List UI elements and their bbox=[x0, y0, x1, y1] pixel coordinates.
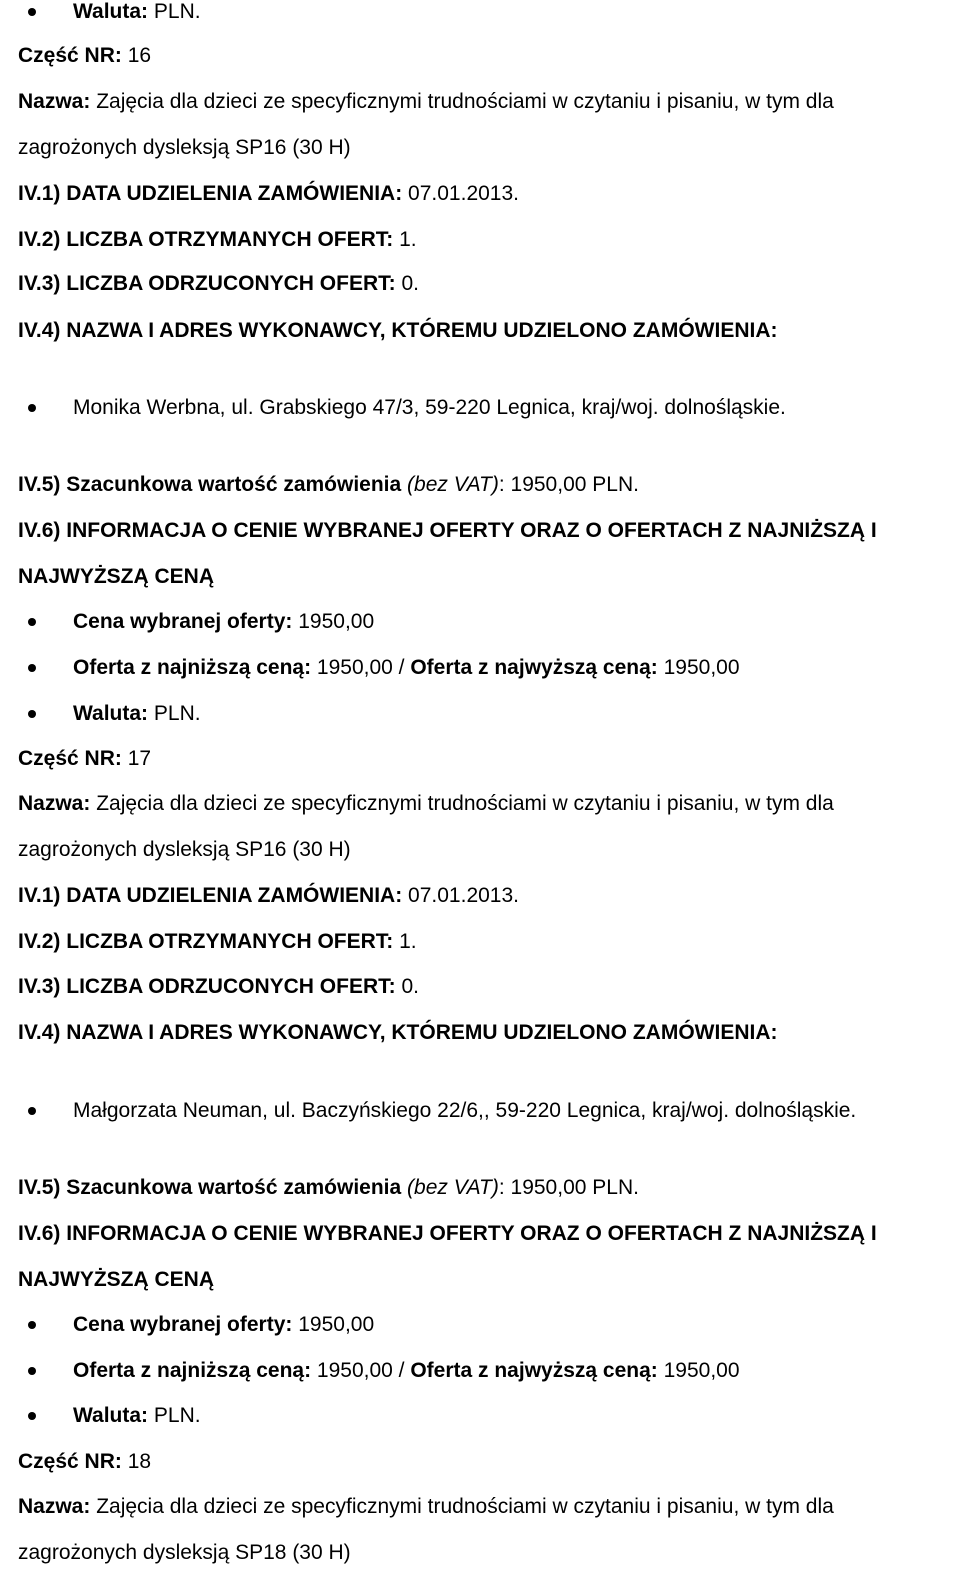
czesc-nr-line bbox=[18, 1450, 151, 1474]
wartosc-value: : 1950,00 PLN. bbox=[498, 473, 639, 496]
najwyzsza-value: 1950,00 bbox=[657, 656, 740, 679]
wykonawca-value: Monika Werbna, ul. Grabskiego 47/3, 59-220 Legnica, kraj/woj. dolnośląskie. bbox=[73, 396, 786, 419]
cena-value: 1950,00 bbox=[292, 610, 375, 633]
czesc-value: 17 bbox=[121, 747, 152, 770]
nazwa-value: Zajęcia dla dzieci ze specyficznymi trudnościami w czytaniu i pisaniu, w tym dla bbox=[90, 792, 834, 815]
waluta-value: PLN. bbox=[148, 702, 201, 725]
nazwa-label: Nazwa: bbox=[18, 90, 91, 113]
czesc-label: Część NR: bbox=[18, 1450, 122, 1473]
bullet-icon bbox=[28, 1367, 36, 1375]
oferta-line bbox=[73, 1359, 740, 1383]
wykonawca-label-text: IV.4) NAZWA I ADRES WYKONAWCY, KTÓREMU UDZIELONO ZAMÓWIENIA: bbox=[18, 1021, 778, 1044]
waluta-value: PLN. bbox=[148, 1404, 201, 1427]
liczba-otrz-value: 1. bbox=[393, 228, 417, 251]
bullet-icon bbox=[28, 1107, 36, 1115]
wykonawca-label-text: IV.4) NAZWA I ADRES WYKONAWCY, KTÓREMU UDZIELONO ZAMÓWIENIA: bbox=[18, 319, 778, 342]
najwyzsza-value: 1950,00 bbox=[657, 1359, 740, 1382]
liczba-odrz-value: 0. bbox=[395, 975, 419, 998]
nazwa-line-2: zagrożonych dysleksją SP16 (30 H) bbox=[18, 136, 351, 159]
informacja-text-2: NAJWYŻSZĄ CENĄ bbox=[18, 1268, 215, 1291]
informacja-text-1: IV.6) INFORMACJA O CENIE WYBRANEJ OFERTY ORAZ O OFERTACH Z NAJNIŻSZĄ I bbox=[18, 1222, 877, 1245]
liczba-otrz-label: IV.2) LICZBA OTRZYMANYCH OFERT: bbox=[18, 228, 394, 251]
data-label: IV.1) DATA UDZIELENIA ZAMÓWIENIA: bbox=[18, 884, 403, 907]
czesc-label: Część NR: bbox=[18, 747, 122, 770]
waluta-line bbox=[73, 0, 201, 24]
bullet-icon bbox=[28, 618, 36, 626]
najnizsza-label: Oferta z najniższą ceną: bbox=[73, 656, 312, 679]
czesc-nr-line bbox=[18, 747, 151, 771]
waluta-line bbox=[73, 1404, 201, 1428]
czesc-value: 16 bbox=[121, 44, 152, 67]
data-value: 07.01.2013. bbox=[402, 182, 519, 205]
liczba-otrz-value: 1. bbox=[393, 930, 417, 953]
wartosc-line bbox=[18, 1176, 639, 1200]
informacja-text-2: NAJWYŻSZĄ CENĄ bbox=[18, 565, 215, 588]
liczba-odrz-value: 0. bbox=[395, 272, 419, 295]
data-udzielenia-line bbox=[18, 182, 519, 206]
waluta-line bbox=[73, 702, 201, 726]
bullet-icon bbox=[28, 404, 36, 412]
wartosc-label: IV.5) Szacunkowa wartość zamówienia bbox=[18, 473, 402, 496]
wartosc-vat: (bez VAT) bbox=[401, 1176, 499, 1199]
najnizsza-value: 1950,00 / bbox=[311, 656, 411, 679]
wartosc-label: IV.5) Szacunkowa wartość zamówienia bbox=[18, 1176, 402, 1199]
bullet-icon bbox=[28, 1412, 36, 1420]
cena-label: Cena wybranej oferty: bbox=[73, 610, 293, 633]
czesc-nr-line bbox=[18, 44, 151, 68]
cena-value: 1950,00 bbox=[292, 1313, 375, 1336]
wykonawca-label bbox=[18, 319, 778, 343]
nazwa-line bbox=[18, 792, 834, 816]
bullet-icon bbox=[28, 8, 36, 16]
czesc-label: Część NR: bbox=[18, 44, 122, 67]
wartosc-line bbox=[18, 473, 639, 497]
liczba-otrz-label: IV.2) LICZBA OTRZYMANYCH OFERT: bbox=[18, 930, 394, 953]
liczba-odrzuconych-line bbox=[18, 975, 419, 999]
liczba-otrzymanych-line bbox=[18, 228, 417, 252]
waluta-label: Waluta: bbox=[73, 1404, 149, 1427]
wykonawca-value: Małgorzata Neuman, ul. Baczyńskiego 22/6,, 59-220 Legnica, kraj/woj. dolnośląskie. bbox=[73, 1099, 857, 1122]
najwyzsza-label: Oferta z najwyższą ceną: bbox=[410, 656, 658, 679]
nazwa-line bbox=[18, 90, 834, 114]
nazwa-line-2: zagrożonych dysleksją SP18 (30 H) bbox=[18, 1541, 351, 1564]
wartosc-value: : 1950,00 PLN. bbox=[498, 1176, 639, 1199]
najnizsza-label: Oferta z najniższą ceną: bbox=[73, 1359, 312, 1382]
cena-line bbox=[73, 1313, 374, 1337]
wartosc-vat: (bez VAT) bbox=[401, 473, 499, 496]
waluta-label: Waluta: bbox=[73, 0, 149, 23]
informacja-line-2 bbox=[18, 1268, 214, 1292]
data-label: IV.1) DATA UDZIELENIA ZAMÓWIENIA: bbox=[18, 182, 403, 205]
nazwa-label: Nazwa: bbox=[18, 792, 91, 815]
liczba-odrz-label: IV.3) LICZBA ODRZUCONYCH OFERT: bbox=[18, 272, 396, 295]
informacja-line-1 bbox=[18, 1222, 877, 1246]
nazwa-value: Zajęcia dla dzieci ze specyficznymi trudnościami w czytaniu i pisaniu, w tym dla bbox=[90, 1495, 834, 1518]
informacja-text-1: IV.6) INFORMACJA O CENIE WYBRANEJ OFERTY ORAZ O OFERTACH Z NAJNIŻSZĄ I bbox=[18, 519, 877, 542]
informacja-line-2 bbox=[18, 565, 214, 589]
cena-label: Cena wybranej oferty: bbox=[73, 1313, 293, 1336]
data-udzielenia-line bbox=[18, 884, 519, 908]
liczba-odrz-label: IV.3) LICZBA ODRZUCONYCH OFERT: bbox=[18, 975, 396, 998]
czesc-value: 18 bbox=[121, 1450, 152, 1473]
liczba-otrzymanych-line bbox=[18, 930, 417, 954]
nazwa-line bbox=[18, 1495, 834, 1519]
najnizsza-value: 1950,00 / bbox=[311, 1359, 411, 1382]
wykonawca-label bbox=[18, 1021, 778, 1045]
cena-line bbox=[73, 610, 374, 634]
liczba-odrzuconych-line bbox=[18, 272, 419, 296]
waluta-value: PLN. bbox=[148, 0, 201, 23]
nazwa-value: Zajęcia dla dzieci ze specyficznymi trudnościami w czytaniu i pisaniu, w tym dla bbox=[90, 90, 834, 113]
oferta-line bbox=[73, 656, 740, 680]
bullet-icon bbox=[28, 664, 36, 672]
bullet-icon bbox=[28, 710, 36, 718]
informacja-line-1 bbox=[18, 519, 877, 543]
nazwa-line-2: zagrożonych dysleksją SP16 (30 H) bbox=[18, 838, 351, 861]
data-value: 07.01.2013. bbox=[402, 884, 519, 907]
nazwa-label: Nazwa: bbox=[18, 1495, 91, 1518]
bullet-icon bbox=[28, 1321, 36, 1329]
waluta-label: Waluta: bbox=[73, 702, 149, 725]
najwyzsza-label: Oferta z najwyższą ceną: bbox=[410, 1359, 658, 1382]
